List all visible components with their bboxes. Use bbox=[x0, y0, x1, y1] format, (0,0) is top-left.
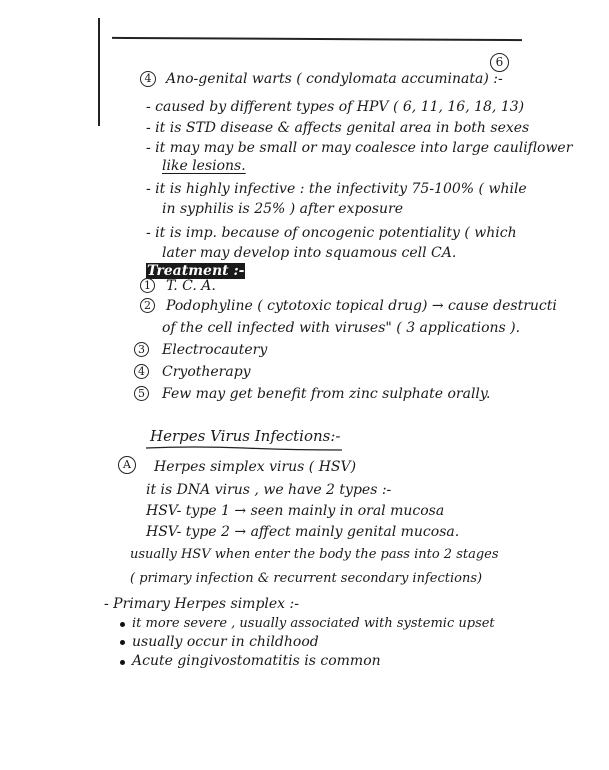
bullet-dot-3 bbox=[120, 660, 125, 665]
primary-bullet-1: it more severe , usually associated with systemic upset bbox=[132, 616, 495, 631]
herpes-title-underline-stroke bbox=[146, 447, 342, 450]
anogenital-line-5: - it is highly infective : the infectivity 75-100% ( while bbox=[146, 181, 527, 197]
subsection-letter-a: A bbox=[118, 456, 136, 474]
treatment-num-5: 5 bbox=[134, 386, 149, 401]
treatment-num-2: 2 bbox=[140, 298, 155, 313]
hsv-line-2: HSV- type 1 → seen mainly in oral mucosa bbox=[146, 503, 445, 519]
herpes-title-underline bbox=[144, 445, 344, 453]
hsv-line-5: ( primary infection & recurrent secondary infections) bbox=[130, 571, 483, 586]
treatment-num-3: 3 bbox=[134, 342, 149, 357]
treatment-item-5: Few may get benefit from zinc sulphate orally. bbox=[162, 386, 491, 402]
anogenital-line-3: - it may may be small or may coalesce into large cauliflower bbox=[146, 140, 573, 156]
primary-bullet-3: Acute gingivostomatitis is common bbox=[132, 653, 381, 669]
anogenital-line-8: later may develop into squamous cell CA. bbox=[162, 245, 457, 261]
bullet-dot-1 bbox=[120, 622, 125, 627]
top-header-line bbox=[112, 37, 522, 41]
primary-herpes-heading: - Primary Herpes simplex :- bbox=[104, 596, 299, 612]
treatment-item-4: Cryotherapy bbox=[162, 364, 251, 380]
treatment-item-1: T. C. A. bbox=[166, 278, 216, 294]
treatment-num-4: 4 bbox=[134, 364, 149, 379]
treatment-heading-text: Treatment :- bbox=[147, 263, 245, 279]
treatment-item-3: Electrocautery bbox=[162, 342, 268, 358]
bullet-dot-2 bbox=[120, 640, 125, 645]
anogenital-line-6: in syphilis is 25% ) after exposure bbox=[162, 201, 404, 217]
anogenital-line-1: - caused by different types of HPV ( 6, 11, 16, 18, 13) bbox=[146, 99, 525, 115]
section-number-4: 4 bbox=[140, 71, 156, 87]
treatment-item-2-cont: of the cell infected with viruses" ( 3 applications ). bbox=[162, 320, 521, 336]
hsv-line-4: usually HSV when enter the body the pass into 2 stages bbox=[130, 547, 499, 562]
primary-bullet-2: usually occur in childhood bbox=[132, 634, 319, 650]
hsv-line-1: it is DNA virus , we have 2 types :- bbox=[146, 482, 392, 498]
hsv-line-3: HSV- type 2 → affect mainly genital mucosa. bbox=[146, 524, 460, 540]
page-number: 6 bbox=[490, 53, 509, 72]
left-margin-line bbox=[98, 18, 100, 126]
anogenital-title: Ano-genital warts ( condylomata accuminata) :- bbox=[166, 71, 503, 87]
treatment-num-1: 1 bbox=[140, 278, 155, 293]
treatment-item-2: Podophyline ( cytotoxic topical drug) → cause destructi bbox=[166, 298, 557, 314]
anogenital-line-7: - it is imp. because of oncogenic potentiality ( which bbox=[146, 225, 517, 241]
hsv-subtitle: Herpes simplex virus ( HSV) bbox=[154, 459, 357, 475]
herpes-section-title: Herpes Virus Infections:- bbox=[150, 427, 341, 445]
anogenital-line-2: - it is STD disease & affects genital area in both sexes bbox=[146, 120, 530, 136]
treatment-heading bbox=[146, 263, 245, 279]
anogenital-line-4: like lesions. bbox=[162, 158, 246, 174]
